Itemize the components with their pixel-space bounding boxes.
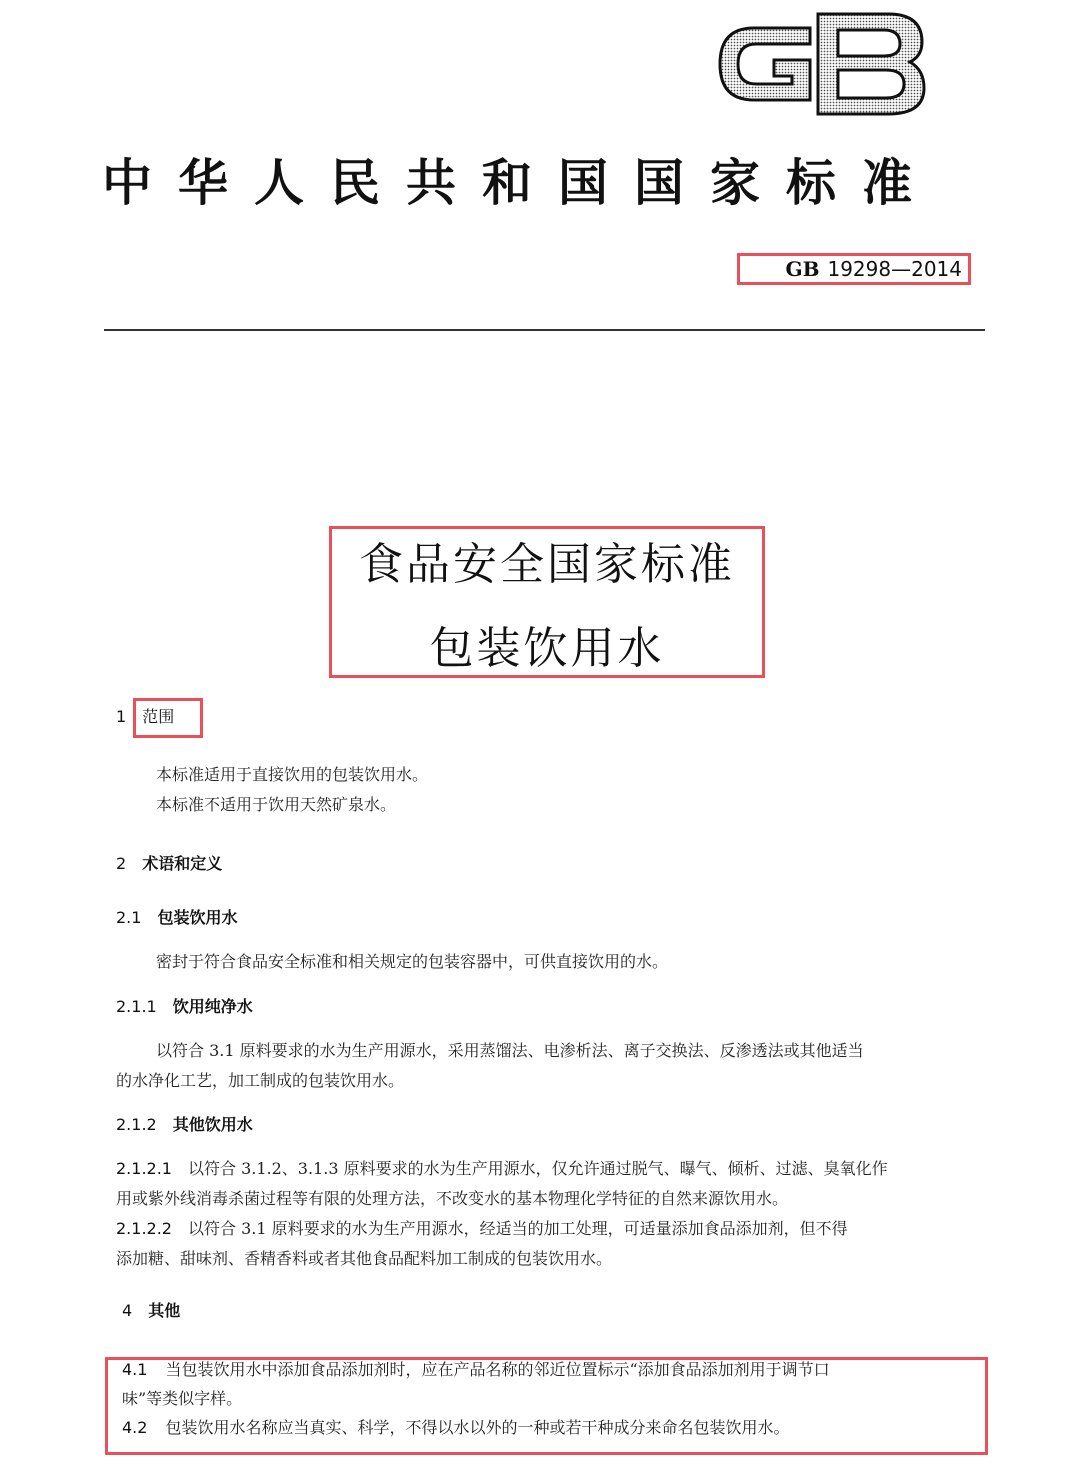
section-title: 术语和定义 <box>142 854 223 873</box>
paragraph: 密封于符合食品安全标准和相关规定的包装容器中，可供直接饮用的水。 <box>156 952 669 971</box>
clause-text: 当包装饮用水中添加食品添加剂时，应在产品名称的邻近位置标示“添加食品添加剂用于调节口 <box>165 1360 830 1379</box>
section-title: 其他饮用水 <box>172 1115 253 1134</box>
section-number: 2.1.1 <box>116 997 157 1016</box>
section-number: 2.1 <box>116 908 142 927</box>
clause-text: 包装饮用水名称应当真实、科学，不得以水以外的一种或若干种成分来命名包装饮用水。 <box>165 1418 790 1437</box>
clause-number: 2.1.2.1 <box>116 1159 172 1178</box>
paragraph <box>122 1359 830 1381</box>
standard-code-prefix: GB <box>785 257 820 281</box>
paragraph: 味”等类似字样。 <box>122 1389 243 1408</box>
section-number: 1 <box>116 707 127 726</box>
clause-text: 以符合 3.1 原料要求的水为生产用源水，经适当的加工处理，可适量添加食品添加剂，但不得 <box>187 1219 848 1238</box>
section-number: 2.1.2 <box>116 1115 157 1134</box>
section-number: 4 <box>122 1301 133 1320</box>
header-divider <box>104 329 985 331</box>
gb-logo-text: GB <box>820 116 822 117</box>
paragraph <box>116 1158 888 1180</box>
paragraph: 本标准适用于直接饮用的包装饮用水。 <box>156 765 429 784</box>
paragraph: 以符合 3.1 原料要求的水为生产用源水，采用蒸馏法、电渗析法、离子交换法、反渗透法或其他适当 <box>156 1041 864 1060</box>
paragraph: 本标准不适用于饮用天然矿泉水。 <box>156 795 397 814</box>
section-2-1-1-heading <box>116 996 253 1018</box>
document-title-line1: 食品安全国家标准 <box>359 539 735 590</box>
national-standard-heading: 中华人民共和国国家标准 <box>102 154 938 212</box>
paragraph: 添加糖、甜味剂、香精香料或者其他食品配料加工制成的包装饮用水。 <box>116 1249 613 1268</box>
section-2-1-heading <box>116 907 237 929</box>
scope-highlight <box>133 698 203 738</box>
clause-number: 4.1 <box>122 1360 148 1379</box>
section-2-1-2-heading <box>116 1114 253 1136</box>
section-number: 2 <box>116 854 127 873</box>
gb-logo-letters <box>720 14 924 114</box>
standard-code-number: 19298—2014 <box>827 257 962 281</box>
document-title-line2: 包装饮用水 <box>429 623 665 674</box>
clause-number: 2.1.2.2 <box>116 1219 172 1238</box>
clause-number: 4.2 <box>122 1418 148 1437</box>
section-title: 其他 <box>148 1301 181 1320</box>
paragraph: 的水净化工艺，加工制成的包装饮用水。 <box>116 1071 405 1090</box>
section-title: 包装饮用水 <box>157 908 238 927</box>
section-4-heading <box>122 1300 180 1322</box>
standard-code-highlight <box>737 253 971 285</box>
paragraph: 用或紫外线消毒杀菌过程等有限的处理方法，不改变水的基本物理化学特征的自然来源饮用水。 <box>116 1189 789 1208</box>
section-title: 范围 <box>142 707 175 726</box>
paragraph <box>122 1417 789 1439</box>
standard-code <box>785 255 962 283</box>
document-title-highlight <box>329 526 765 678</box>
paragraph <box>116 1218 848 1240</box>
section-2-heading <box>116 853 222 875</box>
gb-logo <box>712 8 928 120</box>
section-title: 饮用纯净水 <box>172 997 253 1016</box>
clause-text: 以符合 3.1.2、3.1.3 原料要求的水为生产用源水，仅允许通过脱气、曝气、倾析、过滤、臭氧化作 <box>187 1159 888 1178</box>
